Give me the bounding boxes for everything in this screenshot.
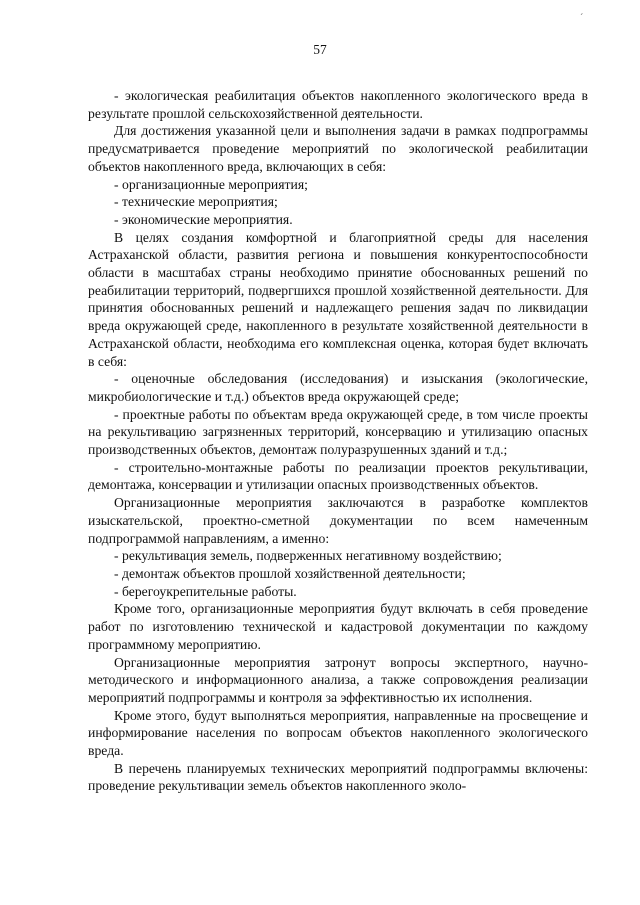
paragraph: - проектные работы по объектам вреда окружающей среде, в том числе проекты на рекультивацию загрязненных территорий, консервацию и утилизацию опасных производственных объектов, демонтаж полуразрушенных зданий и т.д.; xyxy=(88,406,588,458)
paragraph: Организационные мероприятия заключаются в разработке комплектов изыскательской, проектно-сметной документации по всем намеченным подпрограммой направлениям, а именно: xyxy=(88,495,588,546)
paragraph: - оценочные обследования (исследования) и изыскания (экологические, микробиологические и т.д.) объектов вреда окружающей среде; xyxy=(88,371,588,404)
list-item: - экономические мероприятия. xyxy=(114,211,293,227)
paragraph: В целях создания комфортной и благоприятной среды для населения Астраханской области, развития региона и повышения конкурентоспособности области в масштабах страны необходимо принятие обоснованных решений по реабилитации территорий, подвергшихся прошлой хозяйственной деятельности. Для принятия обоснованных решений и надлежащего решения задач по ликвидации вреда окружающей среде, накопленного в результате хозяйственной деятельности в Астраханской области, необходима его комплексная оценка, которая будет включать в себя: xyxy=(88,229,588,369)
paragraph: - экологическая реабилитация объектов накопленного экологического вреда в результате прошлой сельскохозяйственной деятельности. xyxy=(88,88,588,121)
page-number: 57 xyxy=(313,42,327,57)
corner-mark: ´ xyxy=(580,13,584,24)
list-item: - демонтаж объектов прошлой хозяйственной деятельности; xyxy=(114,565,466,581)
paragraph: Кроме того, организационные мероприятия будут включать в себя проведение работ по изготовлению технической и кадастровой документации по каждому программному мероприятию. xyxy=(88,601,588,652)
text-body xyxy=(88,87,588,795)
paragraph: Кроме этого, будут выполняться мероприятия, направленные на просвещение и информирование населения по вопросам объектов накопленного экологического вреда. xyxy=(88,707,588,759)
list-item: - технические мероприятия; xyxy=(114,194,278,210)
paragraph: Организационные мероприятия затронут вопросы экспертного, научно-методического и информационного анализа, а также сопровождения реализации мероприятий подпрограммы и контроля за эффективностью их исполнения. xyxy=(88,654,588,705)
paragraph: Для достижения указанной цели и выполнения задачи в рамках подпрограммы предусматривается проведение мероприятий по экологической реабилитации объектов накопленного вреда, включающих в себя: xyxy=(88,123,588,174)
list-item: - организационные мероприятия; xyxy=(114,176,308,192)
paragraph: В перечень планируемых технических мероприятий подпрограммы включены: проведение рекультивации земель объектов накопленного эколо- xyxy=(88,760,588,794)
list-item: - рекультивация земель, подверженных негативному воздействию; xyxy=(114,548,502,564)
list-item: - берегоукрепительные работы. xyxy=(114,583,297,599)
paragraph: - строительно-монтажные работы по реализации проектов рекультивации, демонтажа, консервации и утилизации опасных производственных объектов. xyxy=(88,459,588,493)
